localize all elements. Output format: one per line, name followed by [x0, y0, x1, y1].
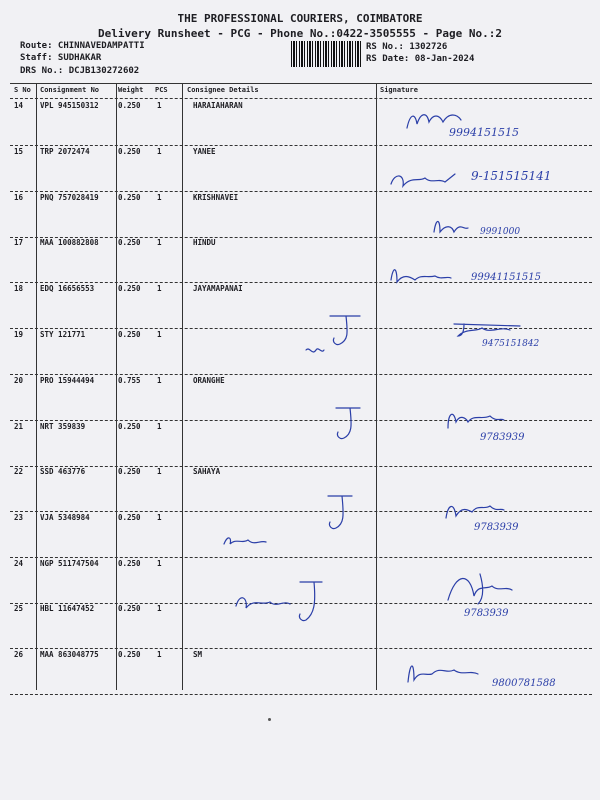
col-consignment: Consignment No — [40, 86, 100, 94]
col-signature: Signature — [380, 86, 418, 94]
initials-23 — [322, 490, 362, 538]
runsheet-title: Delivery Runsheet - PCG - Phone No.:0422-3505555 - Page No.:2 — [98, 27, 502, 40]
cell-weight: 0.250 — [118, 513, 141, 522]
cell-sno: 26 — [14, 650, 24, 659]
col-consignee: Consignee Details — [187, 86, 259, 94]
cell-sno: 22 — [14, 467, 24, 476]
cell-sno: 17 — [14, 238, 24, 247]
cell-weight: 0.250 — [118, 238, 141, 247]
cell-sno: 19 — [14, 330, 24, 339]
cell-pcs: 1 — [157, 422, 162, 431]
cell-sno: 16 — [14, 193, 24, 202]
cell-weight: 0.250 — [118, 193, 141, 202]
cell-pcs: 1 — [157, 238, 162, 247]
drs-number: DRS No.: DCJB130272602 — [20, 66, 140, 76]
cell-consignee: KRISHNAVEI — [193, 193, 239, 202]
cell-sno: 14 — [14, 101, 24, 110]
svg-text:99941151515: 99941151515 — [471, 272, 541, 283]
page-mark — [268, 718, 271, 721]
cell-sno: 25 — [14, 604, 24, 613]
svg-text:9783939: 9783939 — [464, 608, 509, 619]
cell-weight: 0.250 — [118, 101, 141, 110]
initials-19 — [300, 310, 370, 362]
cell-consignment: PNQ 757028419 — [40, 193, 99, 202]
cell-pcs: 1 — [157, 330, 162, 339]
cell-sno: 24 — [14, 559, 24, 568]
col-divider — [376, 84, 377, 690]
svg-text:9991000: 9991000 — [480, 227, 521, 237]
cell-weight: 0.250 — [118, 467, 141, 476]
cell-sno: 23 — [14, 513, 24, 522]
cell-consignment: PRO 15944494 — [40, 376, 95, 385]
signature-17 — [385, 260, 585, 290]
signature-23 — [440, 496, 580, 536]
cell-weight: 0.250 — [118, 284, 141, 293]
cell-pcs: 1 — [157, 284, 162, 293]
cell-consignment: VPL 945150312 — [40, 101, 99, 110]
header-rule-bottom — [10, 98, 592, 99]
signature-25 — [440, 568, 580, 624]
signature-15 — [385, 160, 585, 196]
cell-pcs: 1 — [157, 147, 162, 156]
signature-19 — [450, 314, 580, 354]
col-weight: Weight — [118, 86, 144, 94]
cell-weight: 0.250 — [118, 422, 141, 431]
barcode — [291, 41, 361, 67]
rs-date: RS Date: 08-Jan-2024 — [366, 54, 475, 64]
staff: Staff: SUDHAKAR — [20, 53, 102, 63]
svg-text:9783939: 9783939 — [474, 522, 519, 533]
rs-number: RS No.: 1302726 — [366, 42, 448, 52]
col-pcs: PCS — [155, 86, 168, 94]
cell-weight: 0.755 — [118, 376, 141, 385]
row-divider — [10, 648, 592, 649]
cell-consignee: HARAIAHARAN — [193, 101, 243, 110]
col-divider — [116, 84, 117, 690]
cell-pcs: 1 — [157, 559, 162, 568]
svg-text:9475151842: 9475151842 — [482, 339, 540, 349]
row-divider — [10, 374, 592, 375]
cell-weight: 0.250 — [118, 604, 141, 613]
signature-21 — [440, 404, 570, 446]
cell-consignment: EDQ 16656553 — [40, 284, 95, 293]
cell-consignee: SM — [193, 650, 203, 659]
cell-pcs: 1 — [157, 376, 162, 385]
row-divider — [10, 557, 592, 558]
initials-21 — [330, 402, 370, 446]
signature-14 — [395, 106, 575, 142]
row-divider — [10, 694, 592, 695]
svg-text:9-151515141: 9-151515141 — [471, 169, 552, 183]
cell-weight: 0.250 — [118, 559, 141, 568]
cell-pcs: 1 — [157, 193, 162, 202]
cell-consignment: HBL 11647452 — [40, 604, 95, 613]
cell-weight: 0.250 — [118, 650, 141, 659]
cell-consignment: NGP 511747504 — [40, 559, 99, 568]
cell-consignment: TRP 2072474 — [40, 147, 90, 156]
signature-23-small — [220, 528, 280, 552]
cell-consignment: NRT 359839 — [40, 422, 86, 431]
company-name: THE PROFESSIONAL COURIERS, COIMBATORE — [177, 12, 423, 25]
cell-pcs: 1 — [157, 604, 162, 613]
route: Route: CHINNAVEDAMPATTI — [20, 41, 145, 51]
signature-26 — [400, 652, 590, 694]
cell-consignment: MAA 863048775 — [40, 650, 99, 659]
signature-16 — [430, 212, 580, 242]
cell-consignment: VJA 5348984 — [40, 513, 90, 522]
signature-25-small — [230, 576, 330, 632]
cell-consignment: SSD 463776 — [40, 467, 86, 476]
cell-consignee: ORANGHE — [193, 376, 225, 385]
row-divider — [10, 145, 592, 146]
cell-pcs: 1 — [157, 467, 162, 476]
cell-weight: 0.250 — [118, 147, 141, 156]
svg-text:9783939: 9783939 — [480, 432, 525, 443]
column-headers — [0, 84, 600, 98]
col-divider — [182, 84, 183, 690]
cell-consignee: HINDU — [193, 238, 216, 247]
cell-sno: 15 — [14, 147, 24, 156]
cell-sno: 18 — [14, 284, 24, 293]
svg-text:9800781588: 9800781588 — [492, 678, 556, 689]
cell-consignment: STY 121771 — [40, 330, 86, 339]
cell-sno: 20 — [14, 376, 24, 385]
col-divider — [36, 84, 37, 690]
col-sno: S No — [14, 86, 31, 94]
cell-pcs: 1 — [157, 513, 162, 522]
cell-consignee: YANEE — [193, 147, 216, 156]
cell-consignee: JAYAMAPANAI — [193, 284, 243, 293]
row-divider — [10, 466, 592, 467]
cell-pcs: 1 — [157, 650, 162, 659]
cell-consignment: MAA 100882808 — [40, 238, 99, 247]
cell-sno: 21 — [14, 422, 24, 431]
cell-weight: 0.250 — [118, 330, 141, 339]
cell-consignee: SAHAYA — [193, 467, 221, 476]
cell-pcs: 1 — [157, 101, 162, 110]
svg-text:9994151515: 9994151515 — [449, 126, 519, 139]
